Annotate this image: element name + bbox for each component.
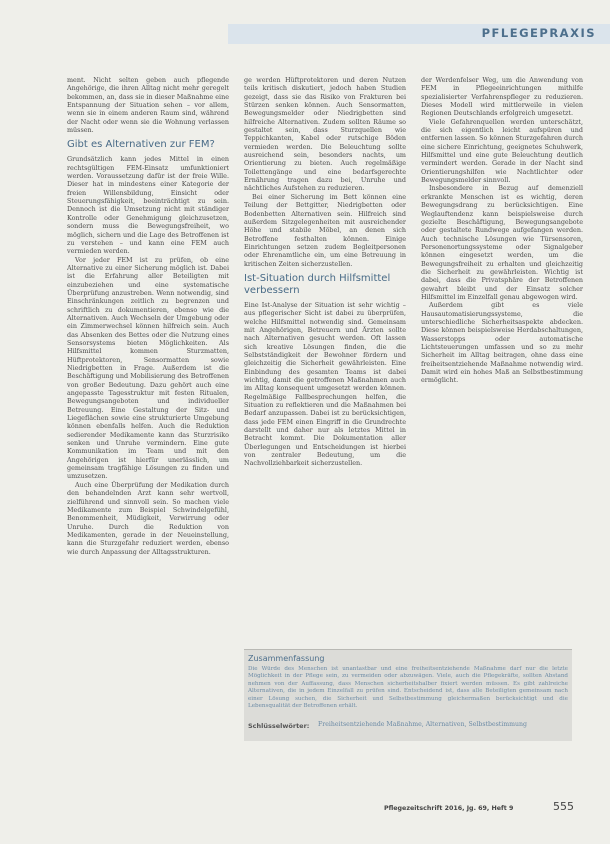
section-header-bar — [228, 24, 610, 44]
paragraph: ge werden Hüftprotektoren und deren Nutzen teils kritisch diskutiert, jedoch haben Studien gezeigt, dass sie das Risiko von Frakturen bei Stürzen senken können. Auch Sensormatten, Bewegungsmelder oder Niedrigbetten sind hilfreiche Alternativen. Zudem sollten Räume so gestaltet sein, dass Sturzquellen wie Teppichkanten, Kabel oder rutschige Böden vermieden werden. Die Beleuchtung sollte ausreichend sein, besonders nachts, um Orientierung zu bieten. Auch regelmäßige Toilettengänge und eine bedarfsgerechte Ernährung tragen dazu bei, Unruhe und nächtliches Aufstehen zu reduzieren. — [244, 76, 406, 193]
summary-box — [244, 649, 572, 741]
section-title: PFLEGEPRAXIS — [481, 26, 596, 40]
paragraph: Außerdem gibt es viele Hausautomatisierungssysteme, die unterschiedliche Sicherheitsaspekte abdecken. Diese können beispielsweise Herdabschaltungen, Wasserstopps oder automatische Lichtsteuerungen umfassen und so zu mehr Sicherheit im Alltag beitragen, ohne dass eine freiheitsentziehende Maßnahme notwendig wird. Damit wird ein hohes Maß an Selbstbestimmung ermöglicht. — [421, 301, 583, 385]
section-heading: Gibt es Alternativen zur FEM? — [67, 139, 215, 151]
text-column-3 — [421, 76, 583, 632]
summary-text: Die Würde des Menschen ist unantastbar und eine freiheitsentziehende Maßnahme darf nur die letzte Möglichkeit in der Pflege sein, zu vermeiden oder abzuwägen. Viele, auch die Pflegekräfte, sollten Abstand nehmen von der Auffassung, dass Menschen sicherheitshalber fixiert werden müssen. Es gibt zahlreiche Alternativen, die in jedem Einzelfall zu prüfen sind. Entscheidend ist, dass alle Beteiligten gemeinsam nach einer Lösung suchen, die Sicherheit und Selbstbestimmung gleichermaßen berücksichtigt und die Lebensqualität der Betroffenen erhält. — [248, 666, 568, 710]
paragraph: Bei einer Sicherung im Bett können eine Teilung der Bettgitter, Niedrigbetten oder Bodenbetten Alternativen sein. Hilfreich sind außerdem Sitzgelegenheiten mit ausreichender Höhe und stabile Möbel, an denen sich Betroffene festhalten können. Einige Einrichtungen setzen zudem Begleitpersonen oder Ehrenamtliche ein, um eine Betreuung in kritischen Zeiten sicherzustellen. — [244, 192, 406, 268]
paragraph: ment. Nicht selten geben auch pflegende Angehörige, die ihren Alltag nicht mehr geregelt bekommen, an, dass sie in dieser Maßnahme eine Entspannung der Situation sehen – vor allem, wenn sie in einem anderen Raum sind, während der Nacht oder wenn sie die Wohnung verlassen müssen. — [67, 76, 229, 135]
paragraph: Grundsätzlich kann jedes Mittel in einen rechtsgültigen FEM-Einsatz umfunktioniert werden. Voraussetzung dafür ist der freie Wille. Dieser hat in mindestens einer Kategorie der freien Willensbildung, Einsicht oder Steuerungsfähigkeit, beeinträchtigt zu sein. Dennoch ist die Umsetzung nicht mit ständiger Kontrolle oder Genehmigung gleichzusetzen, sondern muss die Bewegungsfreiheit, wo möglich, sichern und die Lage des Betroffenen ist zu verstehen – und kann eine FEM auch vermieden werden. — [67, 155, 229, 256]
paragraph: Vor jeder FEM ist zu prüfen, ob eine Alternative zu einer Sicherung möglich ist. Dabei ist die Erfahrung aller Beteiligten mit einzubeziehen und eine systematische Überprüfung anzustreben. Wenn notwendig, sind Einschränkungen zeitlich zu begrenzen und schriftlich zu dokumentieren, ebenso wie die Alternativen. Auch Wechseln der Umgebung oder ein Zimmerwechsel können hilfreich sein. Auch das Absenken des Bettes oder die Nutzung eines Sensorsystems bieten Möglichkeiten. Als Hilfsmittel kommen Sturzmatten, Hüftprotektoren, Sensormatten sowie Niedrigbetten in Frage. Außerdem ist die Beschäftigung und Mobilisierung des Betroffenen von großer Bedeutung. Dazu gehört auch eine angepasste Tagesstruktur mit festen Ritualen, Bewegungsangeboten und individueller Betreuung. Eine Gestaltung der Sitz- und Liegeflächen sowie eine strukturierte Umgebung können ebenfalls helfen. Auch die Reduktion sedierender Medikamente kann das Sturzrisiko senken und Unruhe vermindern. Eine gute Kommunikation im Team und mit den Angehörigen ist hierfür unerlässlich, um gemeinsam tragfähige Lösungen zu finden und umzusetzen. — [67, 255, 229, 481]
text-column-2 — [244, 76, 406, 632]
summary-title: Zusammenfassung — [248, 654, 325, 663]
paragraph: Viele Gefahrenquellen werden unterschätzt, die sich eigentlich leicht aufspüren und entfernen lassen. So können Sturzgefahren durch eine sichere Einrichtung, geeignetes Schuhwerk, Hilfsmittel und eine gute Beleuchtung deutlich vermindert werden. Gerade in der Nacht sind Orientierungshilfen wie Nachtlichter oder Bewegungsmelder sinnvoll. — [421, 117, 583, 185]
section-heading: Ist-Situation durch Hilfsmittel verbessern — [244, 272, 391, 296]
paragraph: Eine Ist-Analyse der Situation ist sehr wichtig – aus pflegerischer Sicht ist dabei zu überprüfen, welche Hilfsmittel notwendig sind. Gemeinsam mit Angehörigen, Betreuern und Ärzten sollte nach Alternativen gesucht werden. Oft lassen sich kreative Lösungen finden, die die Selbstständigkeit der Bewohner fördern und gleichzeitig die Sicherheit gewährleisten. Eine Einbindung des gesamten Teams ist dabei wichtig, damit die getroffenen Maßnahmen auch im Alltag konsequent umgesetzt werden können. Regelmäßige Fallbesprechungen helfen, die Situation zu reflektieren und die Maßnahmen bei Bedarf anzupassen. Dabei ist zu berücksichtigen, dass jede FEM einen Eingriff in die Grundrechte darstellt und daher nur als letztes Mittel in Betracht kommt. Die Dokumentation aller Überlegungen und Entscheidungen ist hierbei von zentraler Bedeutung, um die Nachvollziehbarkeit sicherzustellen. — [244, 300, 406, 468]
text-column-1 — [67, 76, 229, 776]
keywords-label: Schlüsselwörter: — [248, 722, 310, 730]
journal-citation: Pflegezeitschrift 2016, Jg. 69, Heft 9 — [384, 805, 514, 812]
page-number: 555 — [553, 800, 574, 813]
paragraph: der Werdenfelser Weg, um die Anwendung von FEM in Pflegeeinrichtungen mithilfe spezialisierter Verfahrenspfleger zu reduzieren. Dieses Modell wird mittlerweile in vielen Regionen Deutschlands erfolgreich umgesetzt. — [421, 76, 583, 118]
keywords-text: Freiheitsentziehende Maßnahme, Alternativen, Selbstbestimmung — [318, 721, 527, 728]
paragraph: Insbesondere in Bezug auf demenziell erkrankte Menschen ist es wichtig, deren Bewegungsdrang zu berücksichtigen. Eine Weglauftendenz kann beispielsweise durch gezielte Beschäftigung, Bewegungsangebote oder gestaltete Rundwege aufgefangen werden. Auch technische Lösungen wie Türsensoren, Personenortungssysteme oder Signalgeber können eingesetzt werden, um die Bewegungsfreiheit zu erhalten und gleichzeitig die Sicherheit zu gewährleisten. Wichtig ist dabei, dass die Privatsphäre der Betroffenen gewahrt bleibt und der Einsatz solcher Hilfsmittel im Einzelfall genau abgewogen wird. — [421, 184, 583, 301]
paragraph: Auch eine Überprüfung der Medikation durch den behandelnden Arzt kann sehr wertvoll, zielführend und sinnvoll sein. So machen viele Medikamente zum Beispiel Schwindelgefühl, Benommenheit, Müdigkeit, Verwirrung oder Unruhe. Durch die Reduktion von Medikamenten, gerade in der Neueinstellung, kann die Sturzgefahr reduziert werden, ebenso wie durch Anpassung der Alltagsstrukturen. — [67, 480, 229, 556]
